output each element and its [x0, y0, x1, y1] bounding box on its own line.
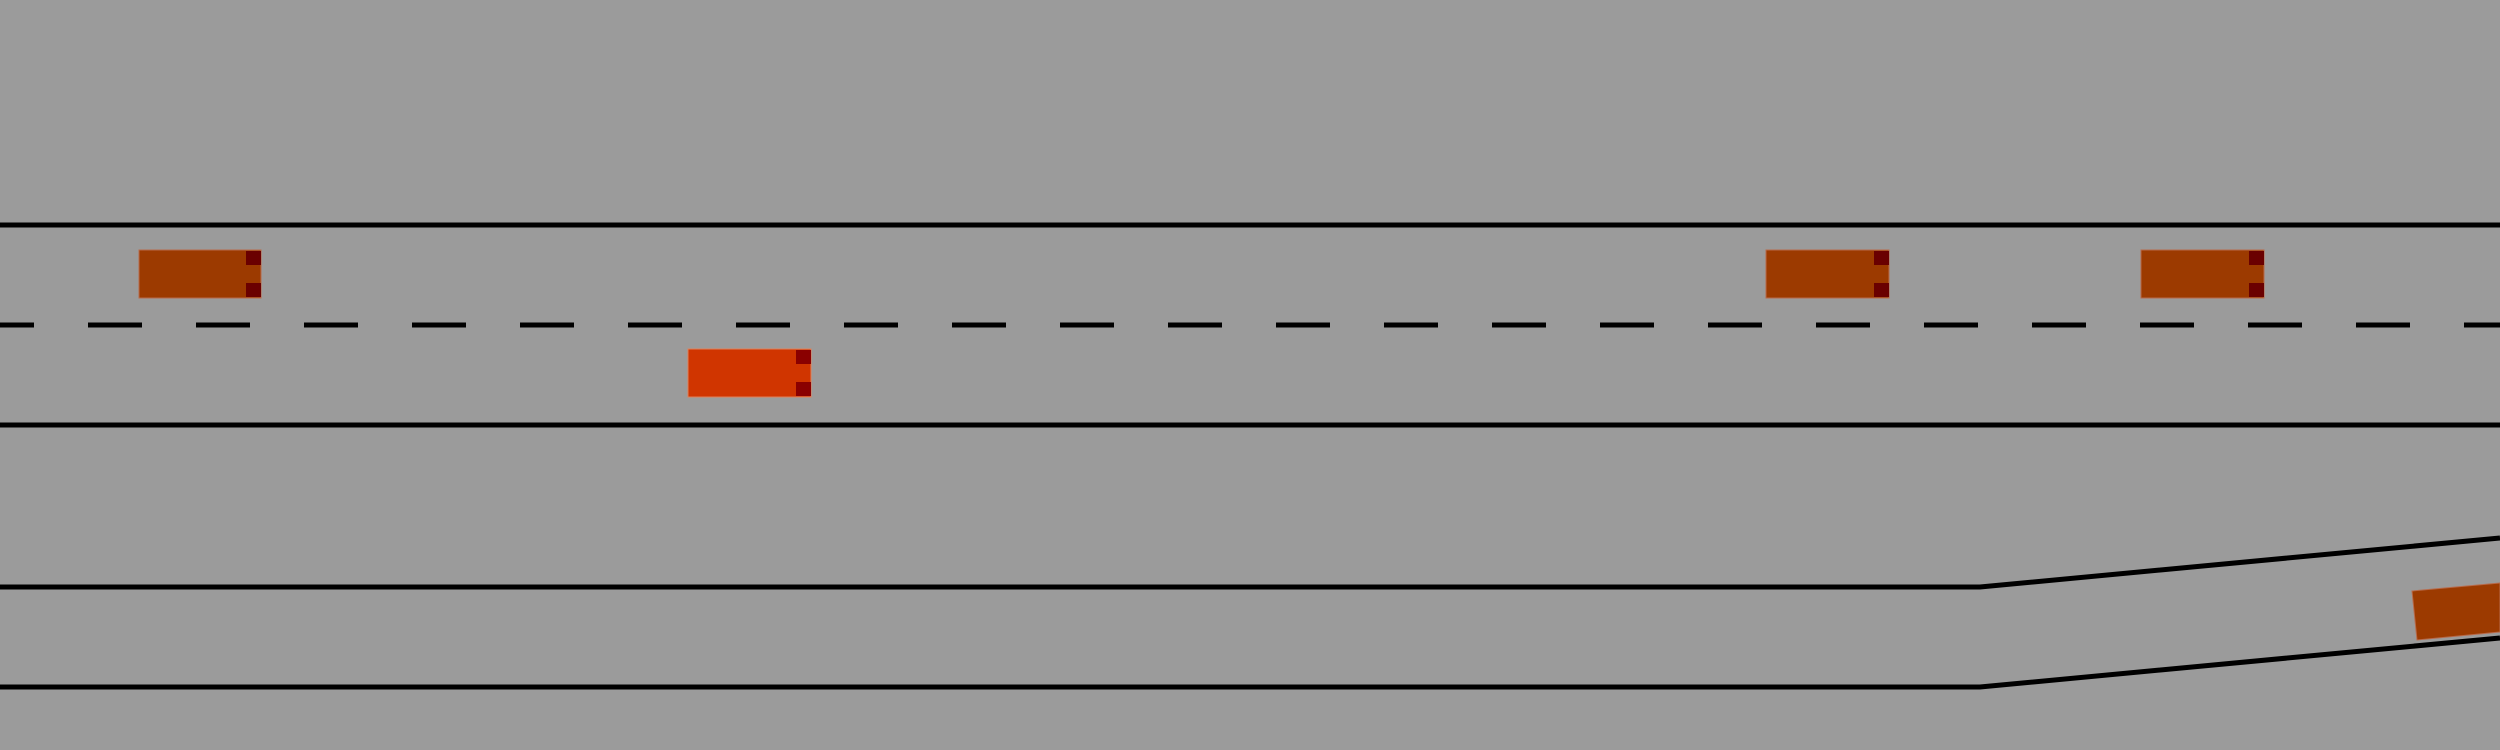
- vehicle-4: [2412, 583, 2500, 640]
- vehicle-2: [1766, 250, 1889, 298]
- vehicle-body: [2412, 583, 2500, 640]
- vehicle-body: [2141, 250, 2264, 298]
- headlight-icon: [246, 251, 261, 265]
- vehicle-body: [1766, 250, 1889, 298]
- vehicle-1: [139, 250, 261, 298]
- vehicle-3: [2141, 250, 2264, 298]
- headlight-icon: [2249, 251, 2264, 265]
- headlight-icon: [2249, 283, 2264, 297]
- ego-vehicle: [688, 349, 811, 397]
- vehicle-body: [688, 349, 811, 397]
- vehicle-body: [139, 250, 261, 298]
- headlight-icon: [1874, 283, 1889, 297]
- headlight-icon: [1874, 251, 1889, 265]
- headlight-icon: [246, 283, 261, 297]
- headlight-icon: [796, 382, 811, 396]
- headlight-icon: [796, 350, 811, 364]
